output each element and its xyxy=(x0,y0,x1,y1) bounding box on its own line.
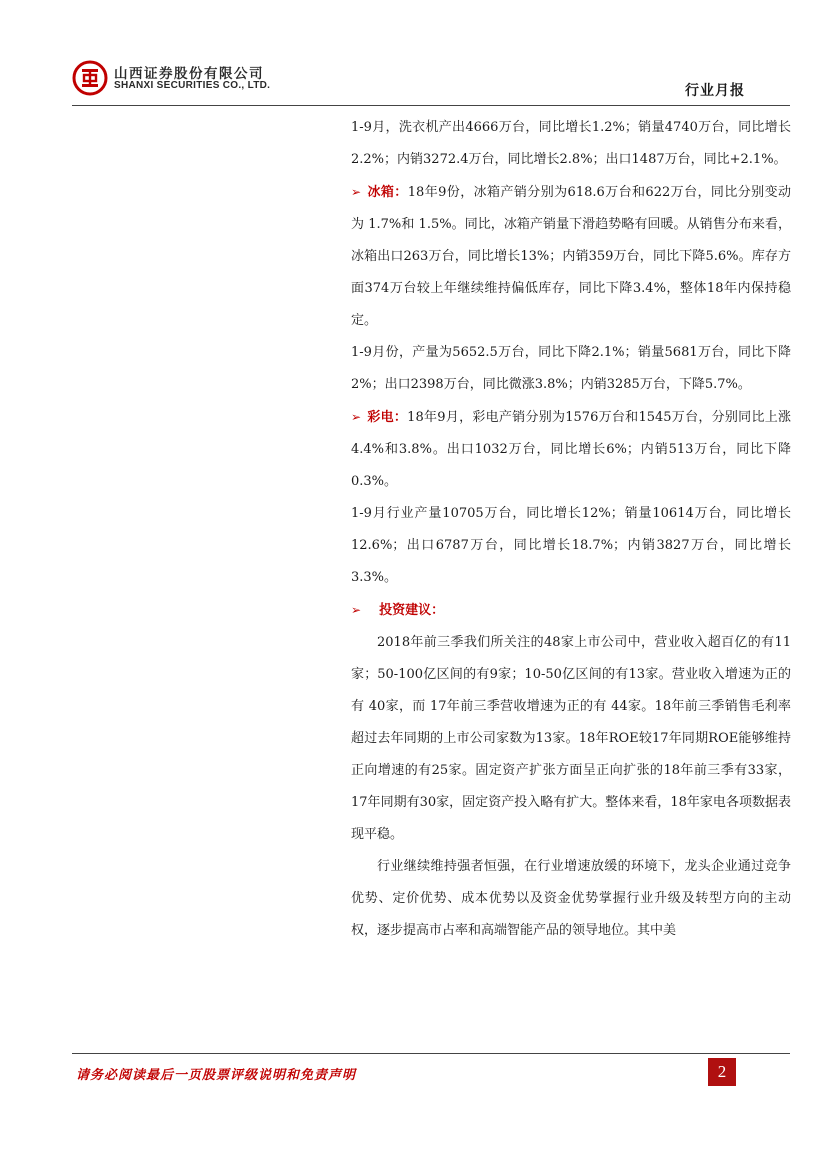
section-title-tv: 彩电： xyxy=(367,410,408,425)
paragraph-fridge-ytd: 1-9月份，产量为5652.5万台，同比下降2.1%；销量5681万台，同比下降2%；出口2398万台，同比微涨3.8%；内销3285万台，下降5.7%。 xyxy=(351,345,791,392)
company-name-en: SHANXI SECURITIES CO., LTD. xyxy=(114,80,271,91)
bullet-arrow-icon: ➢ xyxy=(351,410,362,424)
paragraph-tv-text: 18年9月，彩电产销分别为1576万台和1545万台，分别同比上涨4.4%和3.8%。出口1032万台，同比增长6%；内销513万台，同比下降0.3%。 xyxy=(351,410,791,489)
section-title-fridge: 冰箱： xyxy=(367,185,408,200)
section-heading-investment xyxy=(351,594,791,627)
page-number-badge: 2 xyxy=(708,1058,736,1086)
report-type-label: 行业月报 xyxy=(685,83,745,99)
paragraph-tv xyxy=(351,401,791,498)
paragraph-tv-ytd: 1-9月行业产量10705万台，同比增长12%；销量10614万台，同比增长12.6%；出口6787万台，同比增长18.7%；内销3827万台，同比增长3.3%。 xyxy=(351,506,791,585)
section-title-investment: 投资建议： xyxy=(379,603,445,618)
company-logo-icon xyxy=(72,60,108,96)
header-divider xyxy=(72,105,790,106)
company-name-cn: 山西证券股份有限公司 xyxy=(114,66,264,82)
footer-disclaimer: 请务必阅读最后一页股票评级说明和免责声明 xyxy=(76,1068,357,1083)
bullet-arrow-icon: ➢ xyxy=(351,603,362,617)
main-content xyxy=(351,112,791,947)
paragraph-washer-ytd: 1-9月，洗衣机产出4666万台，同比增长1.2%；销量4740万台，同比增长2.2%；内销3272.4万台，同比增长2.8%；出口1487万台，同比+2.1%。 xyxy=(351,120,791,167)
paragraph-investment-summary: 2018年前三季我们所关注的48家上市公司中，营业收入超百亿的有11家；50-100亿区间的有9家；10-50亿区间的有13家。营业收入增速为正的有 40家，而 17年前三季营收增速为正的有 44家。18年前三季销售毛利率超过去年同期的上市公司家数为13家。18年ROE较17年同期ROE能够维持正向增速的有25家。固定资产扩张方面呈正向扩张的18年前三季有33家，17年同期有30家，固定资产投入略有扩大。整体来看，18年家电各项数据表现平稳。 xyxy=(351,635,791,842)
bullet-arrow-icon: ➢ xyxy=(351,185,362,199)
footer-divider xyxy=(72,1053,790,1054)
paragraph-industry-leaders: 行业继续维持强者恒强，在行业增速放缓的环境下，龙头企业通过竞争优势、定价优势、成本优势以及资金优势掌握行业升级及转型方向的主动权，逐步提高市占率和高端智能产品的领导地位。其中美 xyxy=(351,859,791,938)
paragraph-fridge-text: 18年9份，冰箱产销分别为618.6万台和622万台，同比分别变动为 1.7%和 1.5%。同比，冰箱产销量下滑趋势略有回暖。从销售分布来看，冰箱出口263万台，同比增长13%；内销359万台，同比下降5.6%。库存方面374万台较上年继续维持偏低库存，同比下降3.4%，整体18年内保持稳定。 xyxy=(351,185,791,328)
page-header xyxy=(0,0,827,110)
paragraph-fridge xyxy=(351,176,791,337)
